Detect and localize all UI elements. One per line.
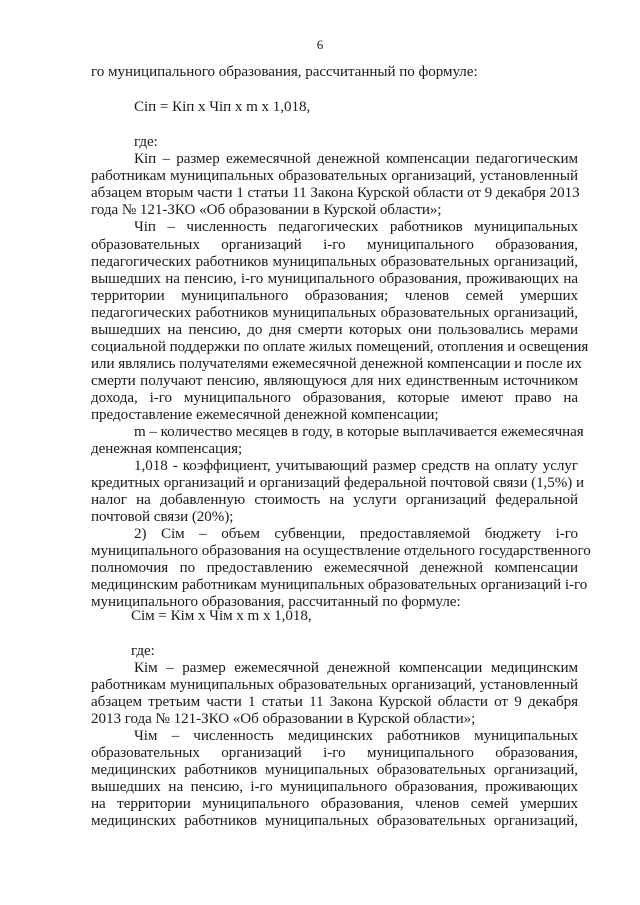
text-line: работникам муниципальных образовательных организаций, установленный [91,168,578,184]
text-line: вышедших на пенсию, і-го муниципального образования, проживающих на [91,271,578,287]
text-line: территории муниципального образования; членов семей умерших [91,288,578,304]
text-line: где: [134,134,158,150]
text-line: медицинских работников муниципальных образовательных организаций, [91,813,578,829]
text-line: 1,018 - коэффициент, учитывающий размер средств на оплату услуг [134,458,578,474]
formula-medical-subvention: Сім = Кім х Чім х m х 1,018, [131,608,312,624]
text-line: социальной поддержки по оплате жилых помещений, отопления и освещения [91,339,589,355]
text-line: работникам муниципальных образовательных организаций, установленный [91,677,578,693]
text-line: абзацем третьим части 1 статьи 11 Закона Курской области от 9 декабря [91,694,578,710]
text-line: муниципального образования на осуществление отдельного государственного [91,543,591,559]
text-line: образовательных организаций і-го муниципального образования, [91,745,578,761]
text-line: или являлись получателями ежемесячной денежной компенсации и после их [91,356,582,372]
text-line: где: [131,643,155,659]
text-line: на территории муниципального образования, членов семей умерших [91,796,578,812]
text-line: педагогических работников муниципальных образовательных организаций, [91,305,578,321]
text-line: вышедших на пенсию, до дня смерти которых они пользовались мерами [91,322,578,338]
text-line: медицинским работникам муниципальных образовательных организаций і-го [91,577,588,593]
text-line: муниципального образования, рассчитанный по формуле: [91,594,461,610]
text-line: Чіп – численность педагогических работников муниципальных [134,219,578,235]
text-line: m – количество месяцев в году, в которые выплачивается ежемесячная [134,424,584,440]
text-line: предоставление ежемесячной денежной компенсации; [91,407,439,423]
text-line: вышедших на пенсию, і-го муниципального образования, проживающих [91,779,578,795]
text-line: года № 121-ЗКО «Об образовании в Курской области»; [91,202,442,218]
text-line: абзацем вторым части 1 статьи 11 Закона Курской области от 9 декабря 2013 [91,185,580,201]
text-line: Чім – численность медицинских работников муниципальных [134,728,578,744]
text-line: 2013 года № 121-ЗКО «Об образовании в Курской области»; [91,711,476,727]
text-line: 2) Сім – объем субвенции, предоставляемой бюджету і-го [134,526,578,542]
text-line: медицинских работников муниципальных образовательных организаций, [91,762,578,778]
text-line: го муниципального образования, рассчитанный по формуле: [91,64,478,80]
text-line: полномочия по предоставлению ежемесячной денежной компенсации [91,560,578,576]
text-line: Кім – размер ежемесячной денежной компенсации медицинским [134,660,578,676]
text-line: налог на добавленную стоимость на услуги организаций федеральной [91,492,578,508]
formula-teacher-subvention: Сіп = Кіп х Чіп х m х 1,018, [134,99,311,115]
text-line: Кіп – размер ежемесячной денежной компенсации педагогическим [134,151,578,167]
page-number: 6 [316,37,324,52]
text-line: образовательных организаций і-го муниципального образования, [91,237,578,253]
text-line: почтовой связи (20%); [91,509,234,525]
text-line: кредитных организаций и организаций федеральной почтовой связи (1,5%) и [91,475,585,491]
text-line: денежная компенсация; [91,441,243,457]
text-line: дохода, і-го муниципального образования, которые имеют право на [91,390,578,406]
text-line: смерти получают пенсию, являющуюся для них единственным источником [91,373,578,389]
text-line: педагогических работников муниципальных образовательных организаций, [91,254,578,270]
